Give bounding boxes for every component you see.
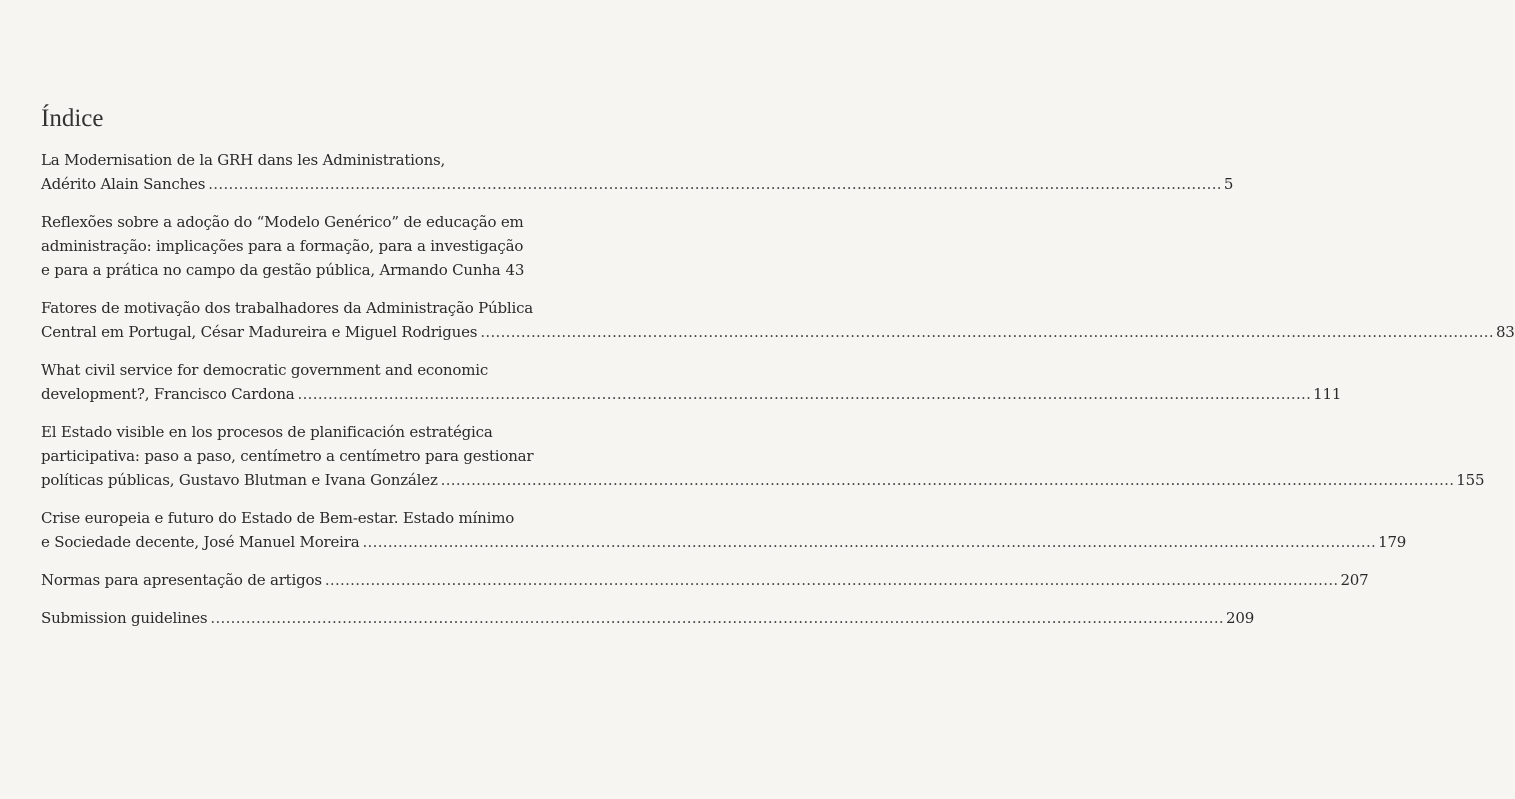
entry-line: políticas públicas, Gustavo Blutman e Ivana González [41, 471, 438, 489]
dot-leader: ........................................................................................................................................................................................................ [297, 385, 1312, 403]
entry-line: Crise europeia e futuro do Estado de Bem-estar. Estado mínimo [41, 509, 515, 527]
entry-last-line [41, 382, 1342, 406]
entry-line: Central em Portugal, César Madureira e Miguel Rodrigues [41, 323, 478, 341]
page-number: 111 [1313, 385, 1342, 403]
toc-entry [41, 148, 1234, 196]
page-number: 155 [1456, 471, 1485, 489]
entry-last-line [41, 530, 1407, 554]
entry-line: development?, Francisco Cardona [41, 385, 295, 403]
page-number: 207 [1340, 571, 1369, 589]
entry-last-line [41, 172, 1234, 196]
entry-line: El Estado visible en los procesos de planificación estratégica [41, 423, 493, 441]
entry-last-line [41, 568, 1369, 592]
dot-leader: ........................................................................................................................................................................................................ [440, 471, 1455, 489]
entry-line: Normas para apresentação de artigos [41, 571, 322, 589]
toc-entry [41, 568, 1369, 592]
entry-line: e para a prática no campo da gestão pública, Armando Cunha [41, 261, 501, 279]
toc-entry [41, 296, 1515, 344]
page-number: 43 [505, 261, 525, 279]
page-title: Índice [41, 105, 104, 132]
dot-leader: ........................................................................................................................................................................................................ [480, 323, 1494, 341]
dot-leader: ........................................................................................................................................................................................................ [208, 175, 1222, 193]
page-number: 83 [1495, 323, 1515, 341]
entry-line: What civil service for democratic government and economic [41, 361, 489, 379]
entry-line: Adérito Alain Sanches [41, 175, 206, 193]
entry-line: administração: implicações para a formação, para a investigação [41, 237, 524, 255]
table-of-contents [41, 104, 1515, 644]
entry-line: e Sociedade decente, José Manuel Moreira [41, 533, 360, 551]
entry-last-line [41, 320, 1515, 344]
entry-line: Fatores de motivação dos trabalhadores da Administração Pública [41, 299, 534, 317]
entry-last-line [41, 468, 1485, 492]
toc-entry [41, 210, 525, 282]
entry-line: participativa: paso a paso, centímetro a centímetro para gestionar [41, 447, 534, 465]
page-number: 5 [1223, 175, 1234, 193]
dot-leader: ........................................................................................................................................................................................................ [210, 609, 1225, 627]
dot-leader: ........................................................................................................................................................................................................ [324, 571, 1339, 589]
entry-line: Submission guidelines [41, 609, 208, 627]
entry-last-line [41, 258, 525, 282]
entry-line: Reflexões sobre a adoção do “Modelo Genérico” de educação em [41, 213, 524, 231]
toc-entry [41, 606, 1255, 630]
entry-line: La Modernisation de la GRH dans les Administrations, [41, 151, 446, 169]
toc-entry [41, 420, 1485, 492]
toc-entry [41, 506, 1407, 554]
page-number: 209 [1226, 609, 1255, 627]
page-number: 179 [1378, 533, 1407, 551]
dot-leader: ........................................................................................................................................................................................................ [362, 533, 1377, 551]
toc-entry [41, 358, 1342, 406]
entry-last-line [41, 606, 1255, 630]
